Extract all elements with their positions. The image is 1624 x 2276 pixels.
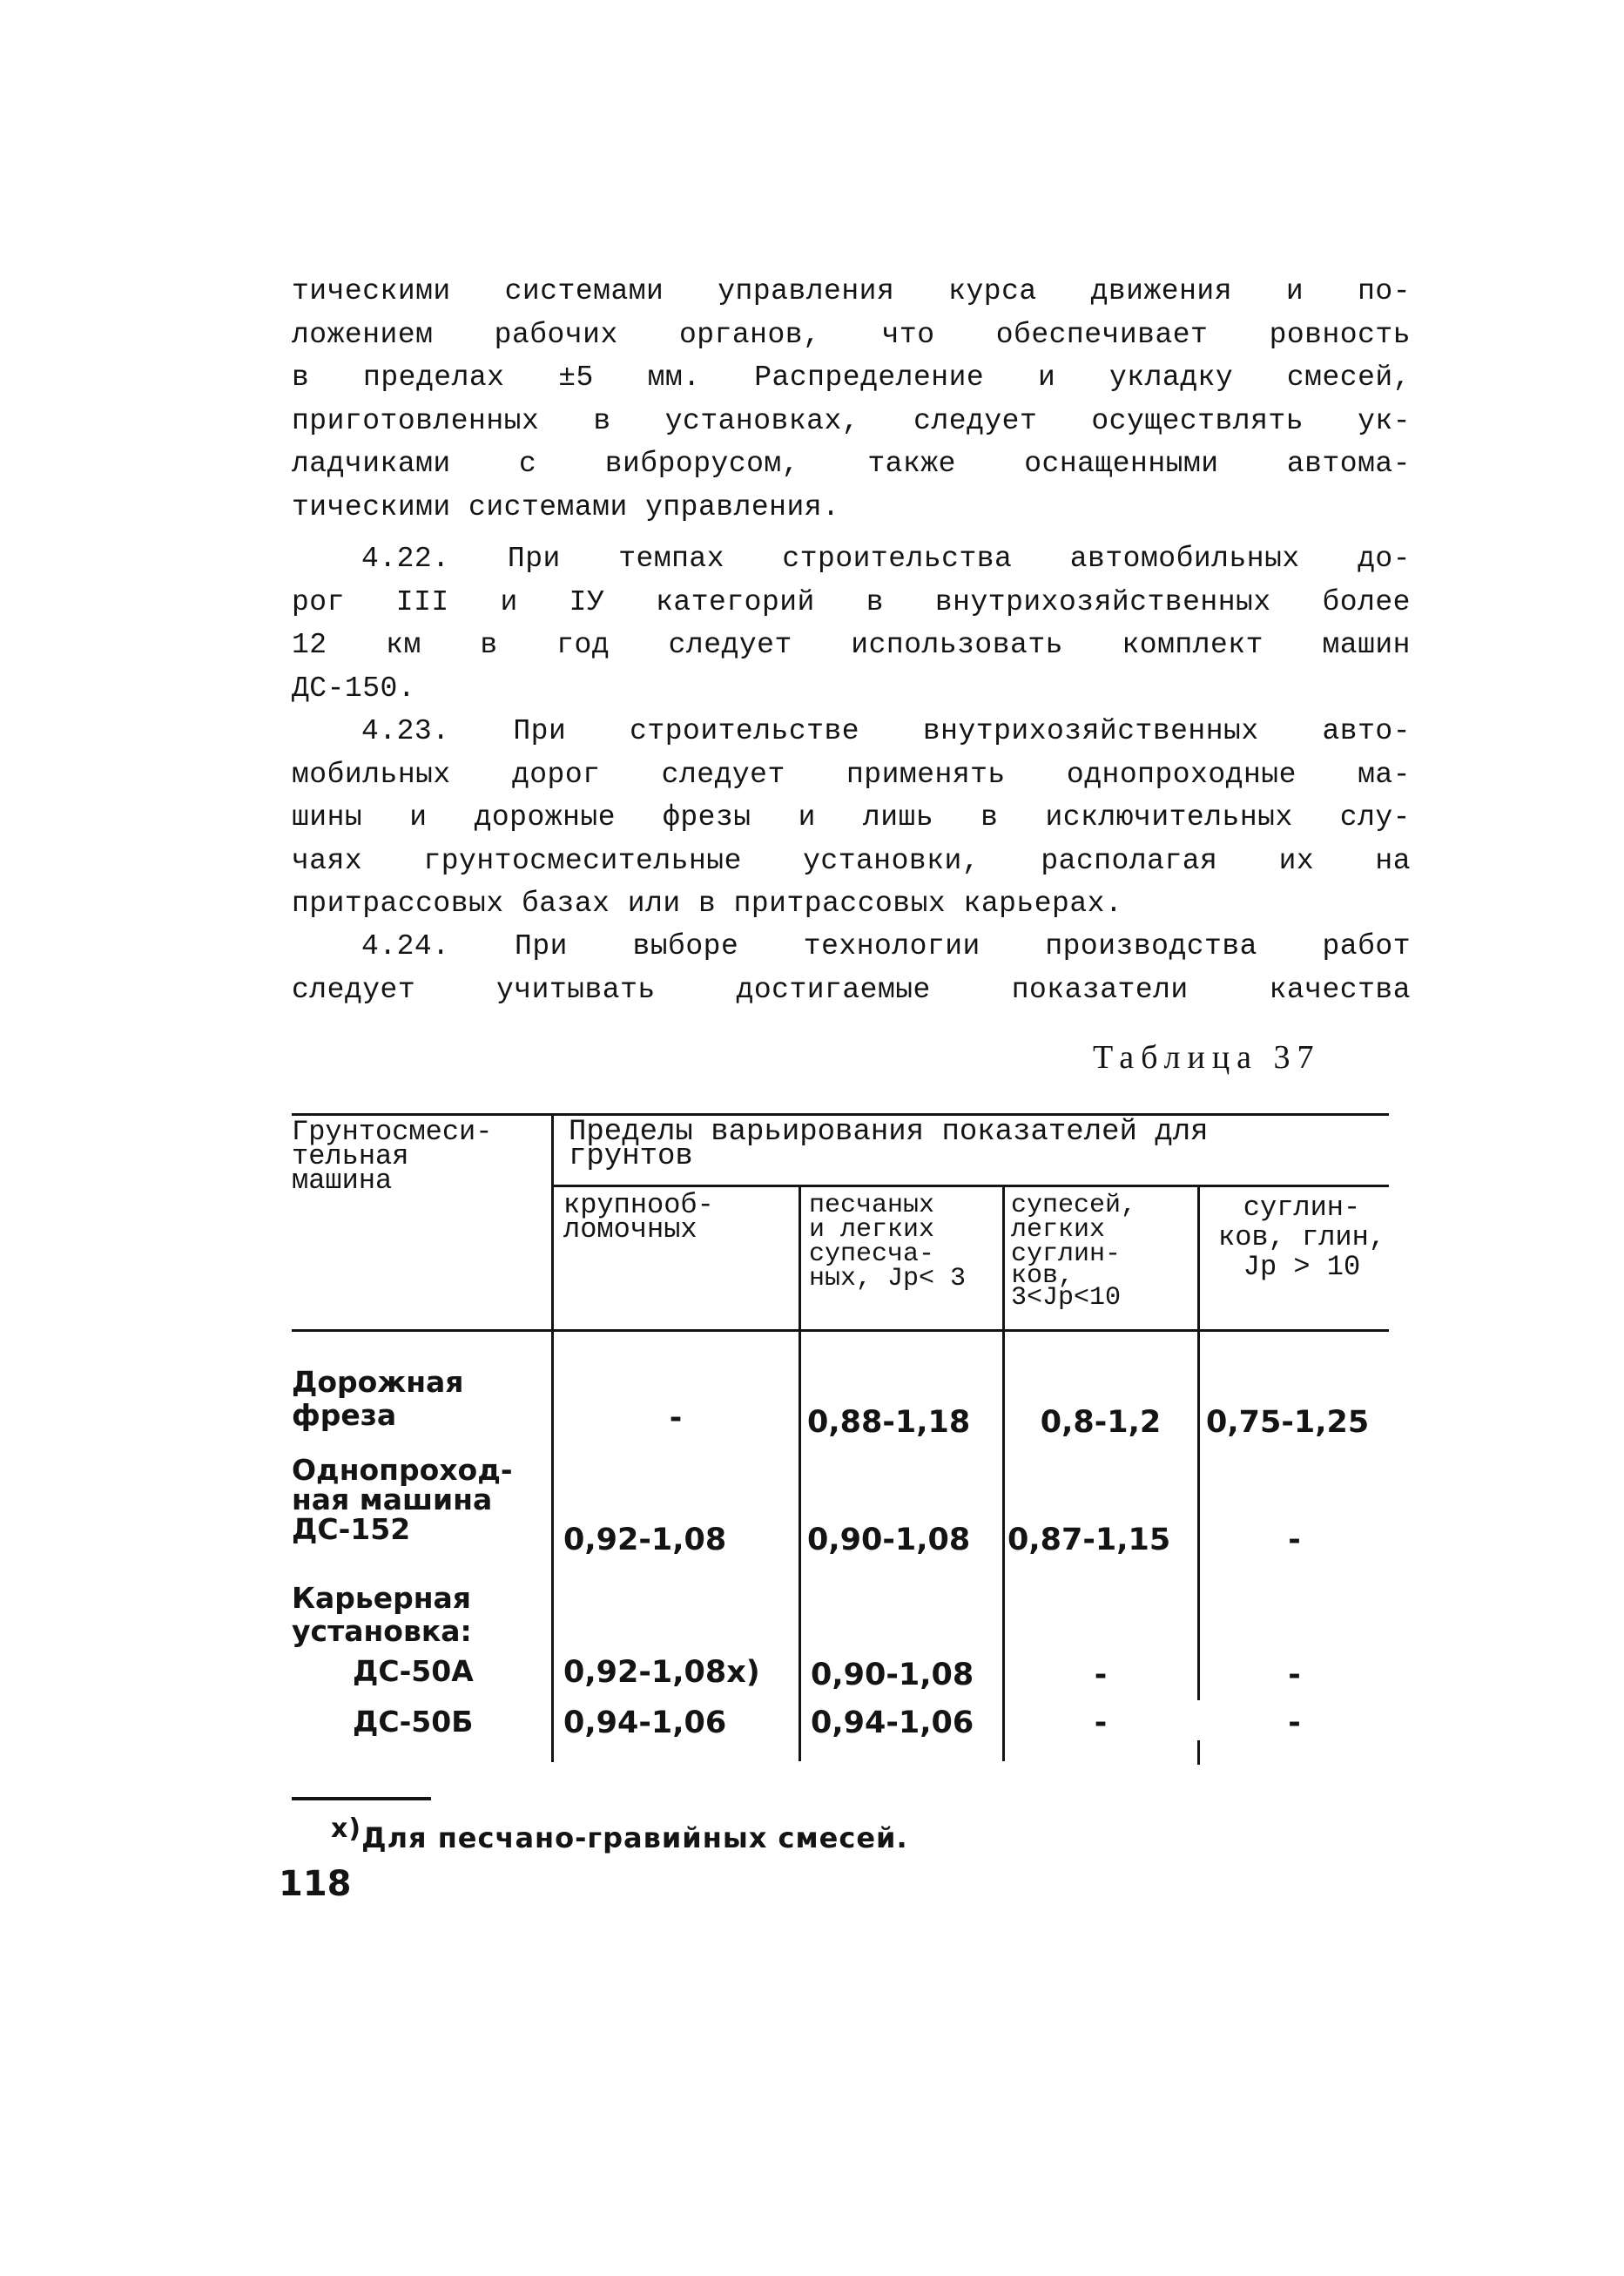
cell-value: 0,94-1,06	[811, 1705, 974, 1740]
cell-value: 0,87-1,15	[1007, 1523, 1171, 1557]
header-line: супесей,	[1011, 1191, 1137, 1220]
text-line: 4.24. При выборе технологии производства работ	[361, 930, 1411, 962]
header-line: 3<Jp<10	[1011, 1283, 1122, 1313]
text-line: тическими системами управления.	[292, 490, 840, 523]
cell-value: 0,92-1,08	[563, 1523, 727, 1557]
text-line: ладчиками с виброрусом, также оснащенными автома-	[292, 448, 1411, 480]
cell-value: -	[1288, 1658, 1301, 1692]
header-machine	[292, 1116, 549, 1197]
row-label-line: ная машина	[292, 1482, 493, 1516]
text-line: тическими системами управления курса движения и по-	[292, 275, 1411, 307]
header-line: ков, глин,	[1217, 1221, 1386, 1253]
header-line: ломочных	[563, 1213, 697, 1246]
header-line: суглин-	[1011, 1239, 1122, 1269]
text-line: притрассовых базах или в притрассовых карьерах.	[292, 888, 1123, 920]
cell-value: -	[669, 1401, 683, 1435]
data-table	[292, 1113, 1389, 1775]
header-line: тельная	[292, 1140, 409, 1172]
header-sandy-loam	[1011, 1191, 1196, 1313]
page-number: 118	[279, 1864, 352, 1904]
cell-value: 0,92-1,08х)	[563, 1655, 760, 1690]
cell-value: -	[1288, 1523, 1301, 1557]
col-divider-2	[799, 1186, 801, 1761]
row-label-single-pass	[292, 1455, 549, 1544]
row-label-line: Дорожная	[292, 1365, 464, 1399]
text-line: 4.23. При строительстве внутрихозяйственных авто-	[361, 715, 1411, 747]
group-header-rule	[553, 1185, 1389, 1187]
cell-value: 0,88-1,18	[807, 1405, 971, 1440]
header-line: песчаных	[809, 1191, 935, 1220]
header-line: суглин-	[1243, 1192, 1361, 1224]
text-line: следует учитывать достигаемые показатели качества	[292, 973, 1411, 1006]
cell-value: 0,90-1,08	[807, 1523, 971, 1557]
cell-value: 0,94-1,06	[563, 1705, 727, 1740]
row-label-line: фреза	[292, 1398, 397, 1432]
row-label-ds50a: ДС-50А	[353, 1654, 474, 1688]
text-line: чаях грунтосмесительные установки, располагая их на	[292, 844, 1411, 877]
text-line: в пределах ±5 мм. Распределение и укладку смесей,	[292, 361, 1411, 394]
cell-value: 0,8-1,2	[1040, 1405, 1162, 1440]
text-line: рог III и IУ категорий в внутрихозяйственных более	[292, 585, 1411, 618]
footnote-text: Для песчано-гравийных смесей.	[361, 1821, 908, 1854]
text-line: 12 км в год следует использовать комплект машин	[292, 629, 1411, 661]
footnote	[331, 1813, 908, 1854]
header-line: Jp > 10	[1243, 1251, 1361, 1283]
header-line: Пределы варьирования показателей для	[569, 1116, 1209, 1149]
text-line: 4.22. При темпах строительства автомобильных до-	[361, 543, 1411, 575]
header-variation-group	[569, 1116, 1387, 1173]
header-line: легких	[1011, 1215, 1106, 1245]
paragraph-4-24	[292, 925, 1411, 1011]
footnote-mark: х)	[331, 1813, 362, 1844]
header-line: ков,	[1011, 1261, 1075, 1291]
header-line: машина	[292, 1165, 393, 1197]
header-line: супесча-	[809, 1239, 935, 1269]
header-line: крупнооб-	[563, 1189, 714, 1221]
paragraph-4-23	[292, 710, 1411, 926]
text-line: мобильных дорог следует применять однопроходные ма-	[292, 758, 1411, 791]
cell-value: 0,90-1,08	[811, 1658, 974, 1692]
header-line: грунтов	[569, 1140, 693, 1173]
row-label-quarry-plant	[292, 1582, 549, 1648]
row-label-line: Карьерная	[292, 1581, 471, 1615]
row-label-line: ДС-152	[292, 1512, 411, 1546]
text-line: шины и дорожные фрезы и лишь в исключительных слу-	[292, 801, 1411, 834]
col-divider-4	[1197, 1186, 1200, 1700]
paragraph-4-22	[292, 537, 1411, 710]
header-clay	[1210, 1193, 1393, 1282]
row-label-ds50b: ДС-50Б	[353, 1705, 474, 1739]
col-divider-1	[551, 1113, 554, 1762]
text-line: ДС-150.	[292, 672, 416, 705]
header-bottom-rule	[292, 1329, 1389, 1332]
header-line: Грунтосмеси-	[292, 1116, 493, 1148]
cell-value: -	[1094, 1705, 1108, 1740]
footnote-rule	[292, 1797, 431, 1800]
paragraph-1	[292, 270, 1411, 529]
text-line: ложением рабочих органов, что обеспечивает ровность	[292, 318, 1411, 351]
text-line: приготовленных в установках, следует осуществлять ук-	[292, 404, 1411, 437]
header-coarse	[563, 1189, 794, 1246]
table-caption: Таблица 37	[1093, 1039, 1321, 1076]
header-line: и легких	[809, 1215, 935, 1245]
header-line: ных, Jp< 3	[809, 1264, 967, 1293]
col-divider-4-stub	[1197, 1740, 1200, 1765]
cell-value: -	[1094, 1658, 1108, 1692]
row-label-line: установка:	[292, 1614, 472, 1648]
cell-value: -	[1288, 1705, 1301, 1740]
row-label-road-mill	[292, 1366, 549, 1432]
cell-value: 0,75-1,25	[1206, 1405, 1370, 1440]
header-sandy	[809, 1193, 1001, 1291]
row-label-line: Однопроход-	[292, 1453, 513, 1487]
